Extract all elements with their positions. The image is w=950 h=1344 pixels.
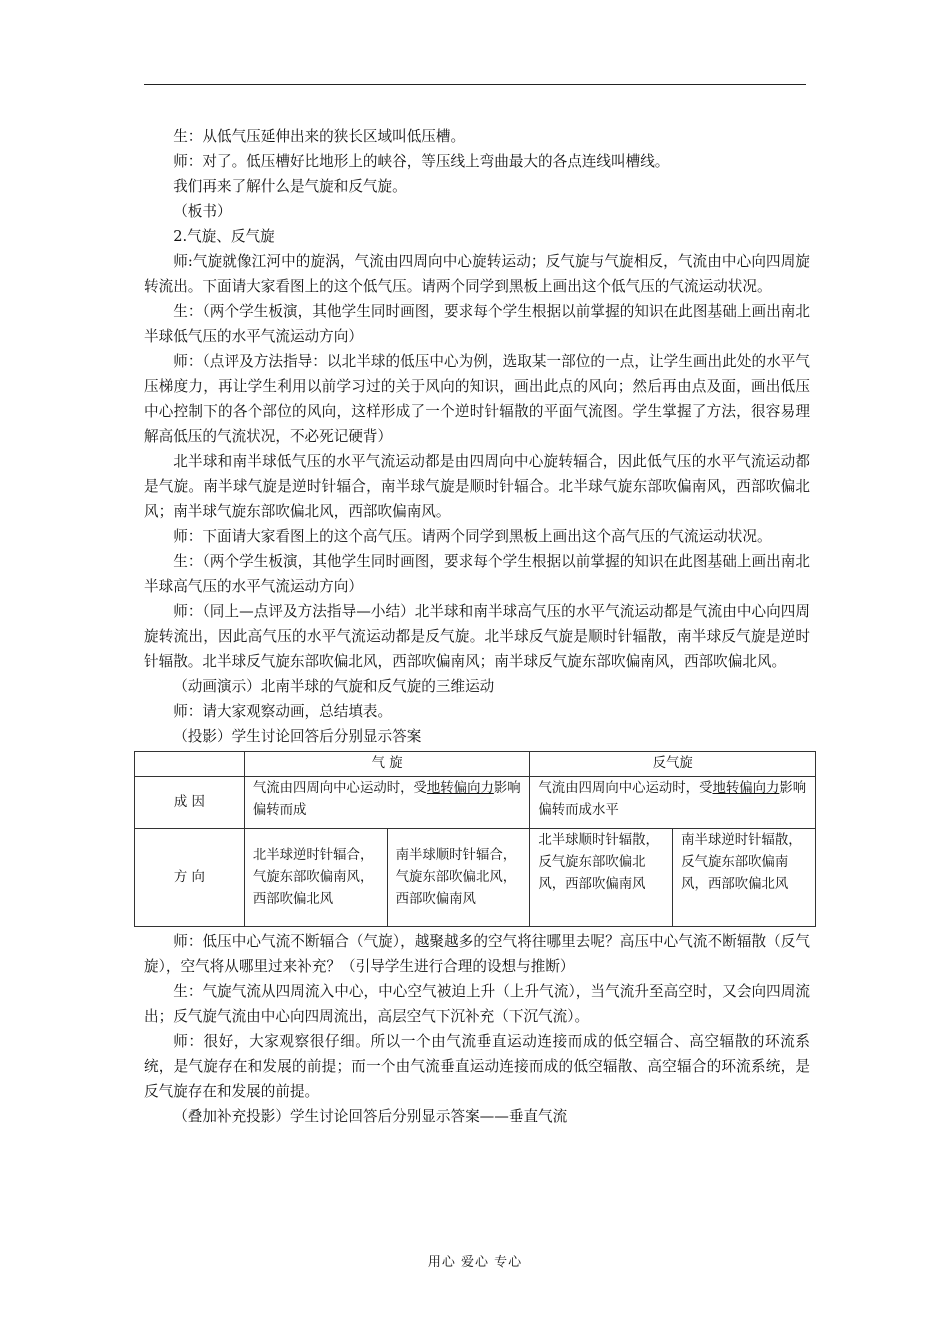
paragraph: 生：气旋气流从四周流入中心，中心空气被迫上升（上升气流），当气流升至高空时，又会向四周流出；反气旋气流由中心向四周流出，高层空气下沉补充（下沉气流）。 bbox=[144, 983, 810, 1025]
paragraph: （板书） bbox=[173, 203, 232, 220]
section-heading: 2.气旋、反气旋 bbox=[173, 228, 275, 245]
paragraph: 师：（点评及方法指导：以北半球的低压中心为例，选取某一部位的一点，让学生画出此处的水平气压梯度力，再让学生利用以前学习过的关于风向的知识，画出此点的风向；然后再由点及面，画出低压中心控制下的各个部位的风向，这样形成了一个逆时针辐散的平面气流图。学生掌握了方法，很容易理解高低压的气流状况，不必死记硬背） bbox=[144, 353, 810, 445]
table-header-row bbox=[135, 752, 816, 777]
paragraph: 师:气旋就像江河中的旋涡，气流由四周向中心旋转运动；反气旋与气旋相反，气流由中心向四周旋转流出。下面请大家看图上的这个低气压。请两个同学到黑板上画出这个低气压的气流运动状况。 bbox=[144, 253, 810, 295]
paragraph: （投影）学生讨论回答后分别显示答案 bbox=[173, 728, 422, 745]
dir-south-anticyclone: 南半球逆时针辐散，反气旋东部吹偏南风，西部吹偏北风 bbox=[673, 829, 816, 927]
page-footer: 用心 爱心 专心 bbox=[427, 1255, 523, 1270]
header-anticyclone: 反气旋 bbox=[530, 752, 816, 777]
paragraph: 师：很好，大家观察很仔细。所以一个由气流垂直运动连接而成的低空辐合、高空辐散的环流系统，是气旋存在和发展的前提；而一个由气流垂直运动连接而成的低空辐散、高空辐合的环流系统，是反气旋存在和发展的前提。 bbox=[144, 1033, 810, 1100]
table-row-cause bbox=[135, 777, 816, 829]
cause-anti-text-end: 影响偏转而成水平 bbox=[538, 781, 807, 818]
table-corner-cell bbox=[135, 752, 245, 777]
dir-south-cyclone: 南半球顺时针辐合，气旋东部吹偏北风，西部吹偏南风 bbox=[387, 829, 530, 927]
paragraph: 北半球和南半球低气压的水平气流运动都是由四周向中心旋转辐合，因此低气压的水平气流运动都是气旋。南半球气旋是逆时针辐合，南半球气旋是顺时针辐合。北半球气旋东部吹偏南风，西部吹偏北风；南半球气旋东部吹偏北风，西部吹偏南风。 bbox=[144, 453, 810, 520]
paragraph: 师：下面请大家看图上的这个高气压。请两个同学到黑板上画出这个高气压的气流运动状况。 bbox=[173, 528, 772, 545]
paragraph: 生：（两个学生板演，其他学生同时画图，要求每个学生根据以前掌握的知识在此图基础上画出南北半球高气压的水平气流运动方向） bbox=[144, 553, 810, 595]
paragraph: 生：（两个学生板演，其他学生同时画图，要求每个学生根据以前掌握的知识在此图基础上画出南北半球低气压的水平气流运动方向） bbox=[144, 303, 810, 345]
paragraph: （动画演示）北南半球的气旋和反气旋的三维运动 bbox=[173, 678, 495, 695]
cause-cyclone-underline: 地转偏向力 bbox=[426, 781, 494, 796]
cause-cyclone-text-end: 影响偏转而成 bbox=[252, 781, 521, 818]
paragraph: 生：从低气压延伸出来的狭长区域叫低压槽。 bbox=[173, 128, 466, 145]
paragraph: 师：对了。低压槽好比地形上的峡谷，等压线上弯曲最大的各点连线叫槽线。 bbox=[173, 153, 670, 170]
document-body bbox=[144, 124, 810, 1129]
header-rule bbox=[144, 84, 806, 85]
cause-anticyclone-cell bbox=[530, 777, 816, 829]
cause-cyclone-text: 气流由四周向中心运动时，受 bbox=[252, 781, 427, 796]
row-label-cause: 成 因 bbox=[135, 777, 245, 829]
paragraph: 师：（同上—点评及方法指导—小结）北半球和南半球高气压的水平气流运动都是气流由中心向四周旋转流出，因此高气压的水平气流运动都是反气旋。北半球反气旋是顺时针辐散，南半球反气旋是逆时针辐散。北半球反气旋东部吹偏北风，西部吹偏南风；南半球反气旋东部吹偏南风，西部吹偏北风。 bbox=[144, 603, 810, 670]
header-cyclone: 气 旋 bbox=[244, 752, 530, 777]
paragraph: 我们再来了解什么是气旋和反气旋。 bbox=[173, 178, 407, 195]
paragraph: （叠加补充投影）学生讨论回答后分别显示答案——垂直气流 bbox=[173, 1108, 568, 1125]
cause-cyclone-cell bbox=[244, 777, 530, 829]
paragraph: 师：低压中心气流不断辐合（气旋），越聚越多的空气将往哪里去呢？高压中心气流不断辐散（反气旋），空气将从哪里过来补充？（引导学生进行合理的设想与推断） bbox=[144, 933, 810, 975]
table-row-direction bbox=[135, 829, 816, 927]
cause-anti-underline: 地转偏向力 bbox=[712, 781, 780, 796]
dir-north-cyclone: 北半球逆时针辐合，气旋东部吹偏南风，西部吹偏北风 bbox=[244, 829, 387, 927]
paragraph: 师：请大家观察动画，总结填表。 bbox=[173, 703, 393, 720]
dir-north-anticyclone: 北半球顺时针辐散，反气旋东部吹偏北风，西部吹偏南风 bbox=[530, 829, 673, 927]
row-label-direction: 方 向 bbox=[135, 829, 245, 927]
comparison-table bbox=[134, 751, 816, 927]
cause-anti-text: 气流由四周向中心运动时，受 bbox=[538, 781, 713, 796]
